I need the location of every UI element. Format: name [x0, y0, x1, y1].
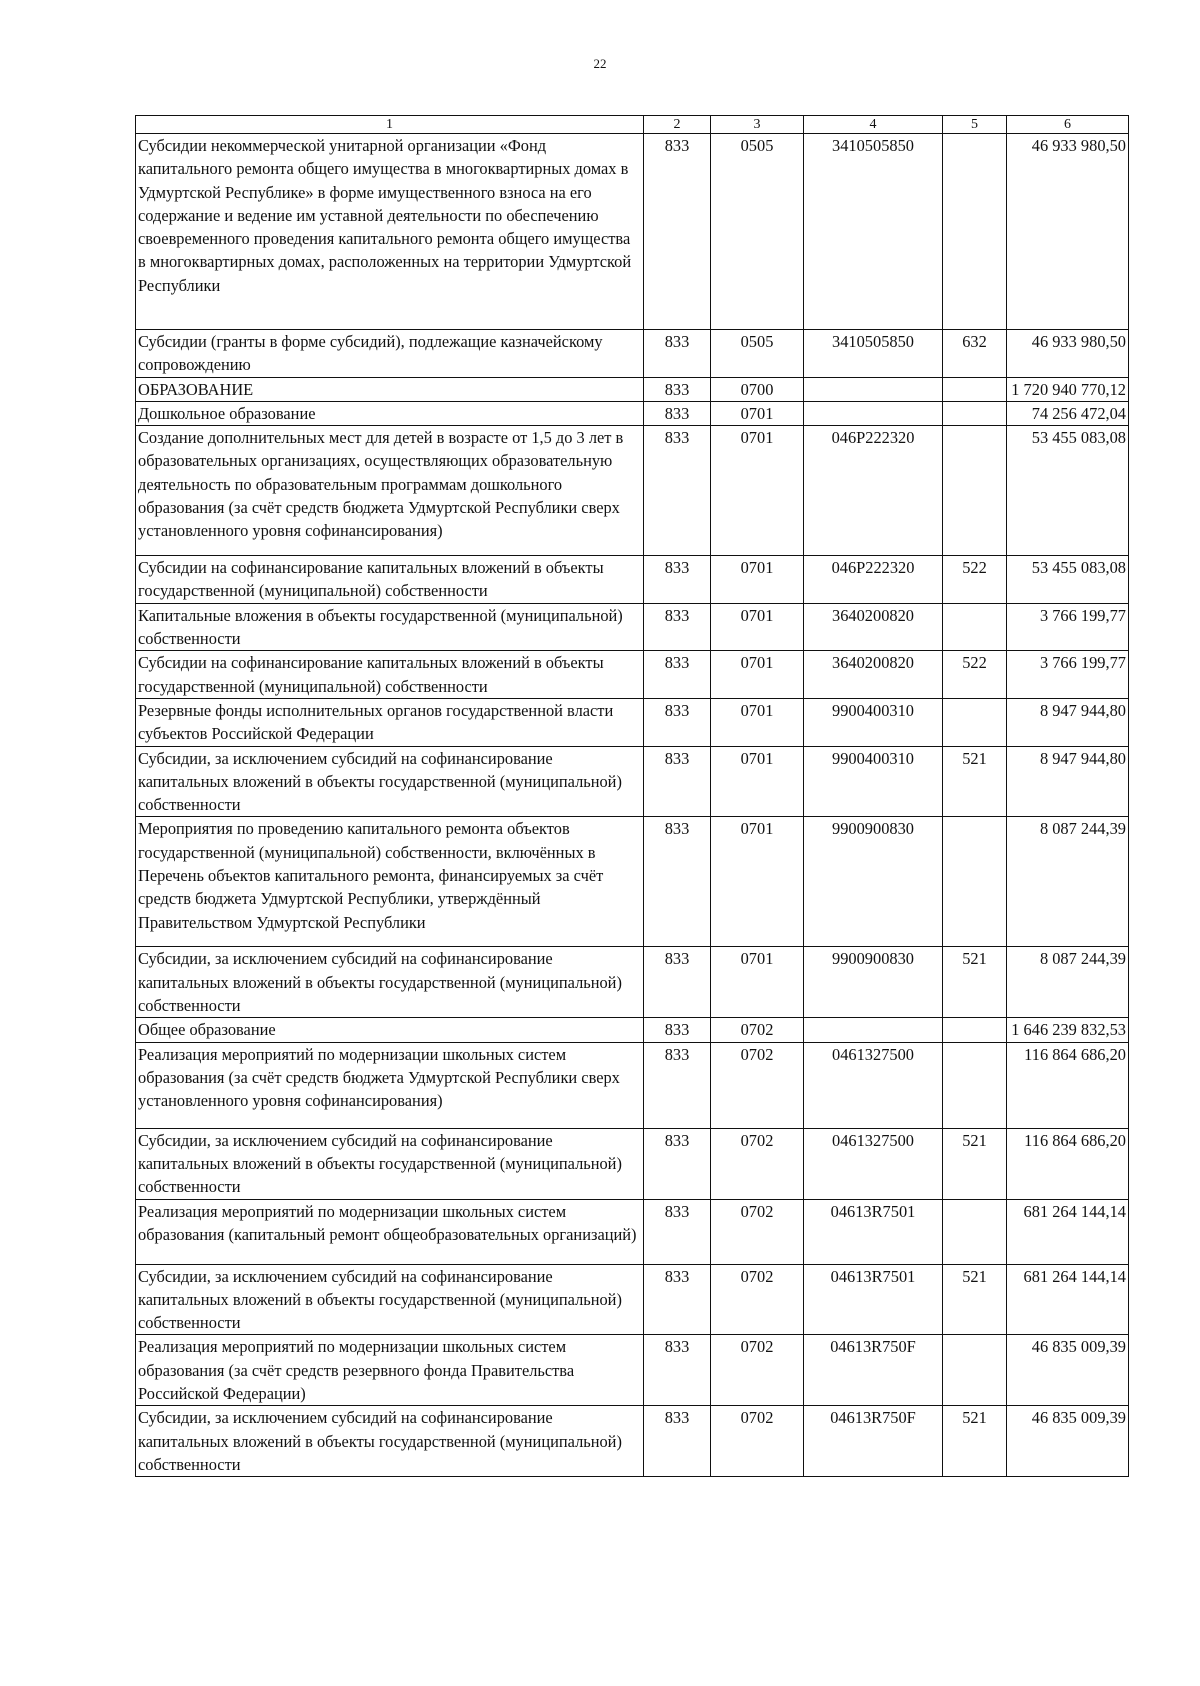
row-name: Субсидии, за исключением субсидий на софинансирование капитальных вложений в объекты государственной (муниципальной) собственности: [136, 1264, 644, 1335]
row-code: 833: [644, 1042, 711, 1128]
table-row: [136, 1128, 1129, 1199]
row-code: 833: [644, 426, 711, 556]
row-article: 3410505850: [804, 330, 943, 378]
row-expense-type: 521: [943, 746, 1007, 817]
row-amount: 46 835 009,39: [1007, 1406, 1129, 1477]
row-code: 833: [644, 330, 711, 378]
row-amount: 681 264 144,14: [1007, 1199, 1129, 1264]
row-amount: 46 835 009,39: [1007, 1335, 1129, 1406]
budget-table: [135, 115, 1129, 1477]
row-amount: 3 766 199,77: [1007, 651, 1129, 699]
row-name: Резервные фонды исполнительных органов государственной власти субъектов Российской Федерации: [136, 698, 644, 746]
row-code: 833: [644, 377, 711, 401]
table-row: [136, 1264, 1129, 1335]
row-amount: 116 864 686,20: [1007, 1042, 1129, 1128]
row-section: 0702: [711, 1335, 804, 1406]
header-col-2: 2: [644, 116, 711, 134]
row-name: Субсидии, за исключением субсидий на софинансирование капитальных вложений в объекты государственной (муниципальной) собственности: [136, 1128, 644, 1199]
row-expense-type: 521: [943, 1406, 1007, 1477]
row-article: 9900400310: [804, 746, 943, 817]
row-article: 046P222320: [804, 556, 943, 604]
table-row: [136, 426, 1129, 556]
table-row: [136, 1018, 1129, 1042]
row-expense-type: [943, 426, 1007, 556]
header-col-4: 4: [804, 116, 943, 134]
row-amount: 53 455 083,08: [1007, 556, 1129, 604]
row-amount: 1 646 239 832,53: [1007, 1018, 1129, 1042]
row-amount: 1 720 940 770,12: [1007, 377, 1129, 401]
table-row: [136, 377, 1129, 401]
row-section: 0701: [711, 556, 804, 604]
row-amount: 53 455 083,08: [1007, 426, 1129, 556]
row-article: 9900400310: [804, 698, 943, 746]
table-row: [136, 603, 1129, 651]
row-code: 833: [644, 1264, 711, 1335]
row-section: 0701: [711, 426, 804, 556]
row-section: 0701: [711, 746, 804, 817]
row-name: Дошкольное образование: [136, 401, 644, 425]
row-expense-type: [943, 134, 1007, 330]
row-article: 04613R7501: [804, 1264, 943, 1335]
row-expense-type: 521: [943, 1128, 1007, 1199]
row-name: Реализация мероприятий по модернизации школьных систем образования (за счёт средств резервного фонда Правительства Российской Федерации): [136, 1335, 644, 1406]
row-section: 0505: [711, 330, 804, 378]
row-article: 04613R7501: [804, 1199, 943, 1264]
row-expense-type: 522: [943, 556, 1007, 604]
row-name: Субсидии (гранты в форме субсидий), подлежащие казначейскому сопровождению: [136, 330, 644, 378]
table-row: [136, 556, 1129, 604]
table-row: [136, 1199, 1129, 1264]
row-expense-type: 632: [943, 330, 1007, 378]
row-expense-type: [943, 817, 1007, 947]
row-code: 833: [644, 947, 711, 1018]
row-section: 0701: [711, 603, 804, 651]
row-expense-type: [943, 1018, 1007, 1042]
row-amount: 8 947 944,80: [1007, 698, 1129, 746]
row-code: 833: [644, 134, 711, 330]
row-article: [804, 401, 943, 425]
row-expense-type: 521: [943, 1264, 1007, 1335]
row-code: 833: [644, 401, 711, 425]
header-row: [136, 116, 1129, 134]
row-section: 0702: [711, 1406, 804, 1477]
header-col-1: 1: [136, 116, 644, 134]
row-section: 0702: [711, 1018, 804, 1042]
row-code: 833: [644, 603, 711, 651]
row-expense-type: [943, 1199, 1007, 1264]
row-expense-type: [943, 1335, 1007, 1406]
header-col-5: 5: [943, 116, 1007, 134]
row-article: 3410505850: [804, 134, 943, 330]
row-expense-type: [943, 603, 1007, 651]
row-amount: 8 087 244,39: [1007, 947, 1129, 1018]
row-article: [804, 377, 943, 401]
row-section: 0505: [711, 134, 804, 330]
row-section: 0702: [711, 1128, 804, 1199]
row-amount: 3 766 199,77: [1007, 603, 1129, 651]
row-article: 04613R750F: [804, 1406, 943, 1477]
row-name: Мероприятия по проведению капитального ремонта объектов государственной (муниципальной) собственности, включённых в Перечень объектов капитального ремонта, финансируемых за счёт средств бюджета Удмуртской Республики, утверждённый Правительством Удмуртской Республики: [136, 817, 644, 947]
row-amount: 46 933 980,50: [1007, 330, 1129, 378]
row-section: 0702: [711, 1042, 804, 1128]
row-amount: 46 933 980,50: [1007, 134, 1129, 330]
table-row: [136, 1335, 1129, 1406]
row-name: Субсидии некоммерческой унитарной организации «Фонд капитального ремонта общего имущества в многоквартирных домах в Удмуртской Республике» в форме имущественного взноса на его содержание и ведение им уставной деятельности по обеспечению своевременного проведения капитального ремонта общего имущества в многоквартирных домах, расположенных на территории Удмуртской Республики: [136, 134, 644, 330]
row-name: Реализация мероприятий по модернизации школьных систем образования (за счёт средств бюджета Удмуртской Республики сверх установленного уровня софинансирования): [136, 1042, 644, 1128]
row-code: 833: [644, 1199, 711, 1264]
table-row: [136, 134, 1129, 330]
row-code: 833: [644, 1335, 711, 1406]
row-article: 04613R750F: [804, 1335, 943, 1406]
row-expense-type: 522: [943, 651, 1007, 699]
row-article: 3640200820: [804, 651, 943, 699]
row-section: 0702: [711, 1264, 804, 1335]
row-code: 833: [644, 1018, 711, 1042]
row-article: 0461327500: [804, 1042, 943, 1128]
row-name: Реализация мероприятий по модернизации школьных систем образования (капитальный ремонт общеобразовательных организаций): [136, 1199, 644, 1264]
row-expense-type: [943, 401, 1007, 425]
row-section: 0702: [711, 1199, 804, 1264]
row-section: 0701: [711, 817, 804, 947]
row-section: 0701: [711, 651, 804, 699]
row-article: 046P222320: [804, 426, 943, 556]
row-amount: 8 947 944,80: [1007, 746, 1129, 817]
row-name: Субсидии, за исключением субсидий на софинансирование капитальных вложений в объекты государственной (муниципальной) собственности: [136, 746, 644, 817]
row-code: 833: [644, 746, 711, 817]
table-row: [136, 817, 1129, 947]
row-amount: 8 087 244,39: [1007, 817, 1129, 947]
table-row: [136, 746, 1129, 817]
row-expense-type: 521: [943, 947, 1007, 1018]
row-article: [804, 1018, 943, 1042]
row-amount: 681 264 144,14: [1007, 1264, 1129, 1335]
row-name: Субсидии, за исключением субсидий на софинансирование капитальных вложений в объекты государственной (муниципальной) собственности: [136, 1406, 644, 1477]
row-code: 833: [644, 1406, 711, 1477]
table-row: [136, 651, 1129, 699]
row-section: 0701: [711, 698, 804, 746]
table-row: [136, 698, 1129, 746]
table-row: [136, 401, 1129, 425]
row-section: 0701: [711, 947, 804, 1018]
table-body: [136, 134, 1129, 1477]
row-name: Субсидии на софинансирование капитальных вложений в объекты государственной (муниципальной) собственности: [136, 556, 644, 604]
row-code: 833: [644, 651, 711, 699]
table-row: [136, 1406, 1129, 1477]
table-row: [136, 330, 1129, 378]
page-number: 22: [593, 56, 607, 71]
row-expense-type: [943, 377, 1007, 401]
row-section: 0701: [711, 401, 804, 425]
header-col-3: 3: [711, 116, 804, 134]
row-code: 833: [644, 698, 711, 746]
row-article: 3640200820: [804, 603, 943, 651]
row-article: 9900900830: [804, 947, 943, 1018]
row-name: Капитальные вложения в объекты государственной (муниципальной) собственности: [136, 603, 644, 651]
row-amount: 74 256 472,04: [1007, 401, 1129, 425]
header-col-6: 6: [1007, 116, 1129, 134]
row-name: Субсидии на софинансирование капитальных вложений в объекты государственной (муниципальной) собственности: [136, 651, 644, 699]
row-article: 0461327500: [804, 1128, 943, 1199]
row-code: 833: [644, 1128, 711, 1199]
row-article: 9900900830: [804, 817, 943, 947]
table-row: [136, 947, 1129, 1018]
row-expense-type: [943, 1042, 1007, 1128]
row-expense-type: [943, 698, 1007, 746]
row-section: 0700: [711, 377, 804, 401]
row-code: 833: [644, 817, 711, 947]
row-name: Субсидии, за исключением субсидий на софинансирование капитальных вложений в объекты государственной (муниципальной) собственности: [136, 947, 644, 1018]
table-row: [136, 1042, 1129, 1128]
row-name: Общее образование: [136, 1018, 644, 1042]
row-code: 833: [644, 556, 711, 604]
row-name: ОБРАЗОВАНИЕ: [136, 377, 644, 401]
row-name: Создание дополнительных мест для детей в возрасте от 1,5 до 3 лет в образовательных организациях, осуществляющих образовательную деятельность по образовательным программам дошкольного образования (за счёт средств бюджета Удмуртской Республики сверх установленного уровня софинансирования): [136, 426, 644, 556]
row-amount: 116 864 686,20: [1007, 1128, 1129, 1199]
